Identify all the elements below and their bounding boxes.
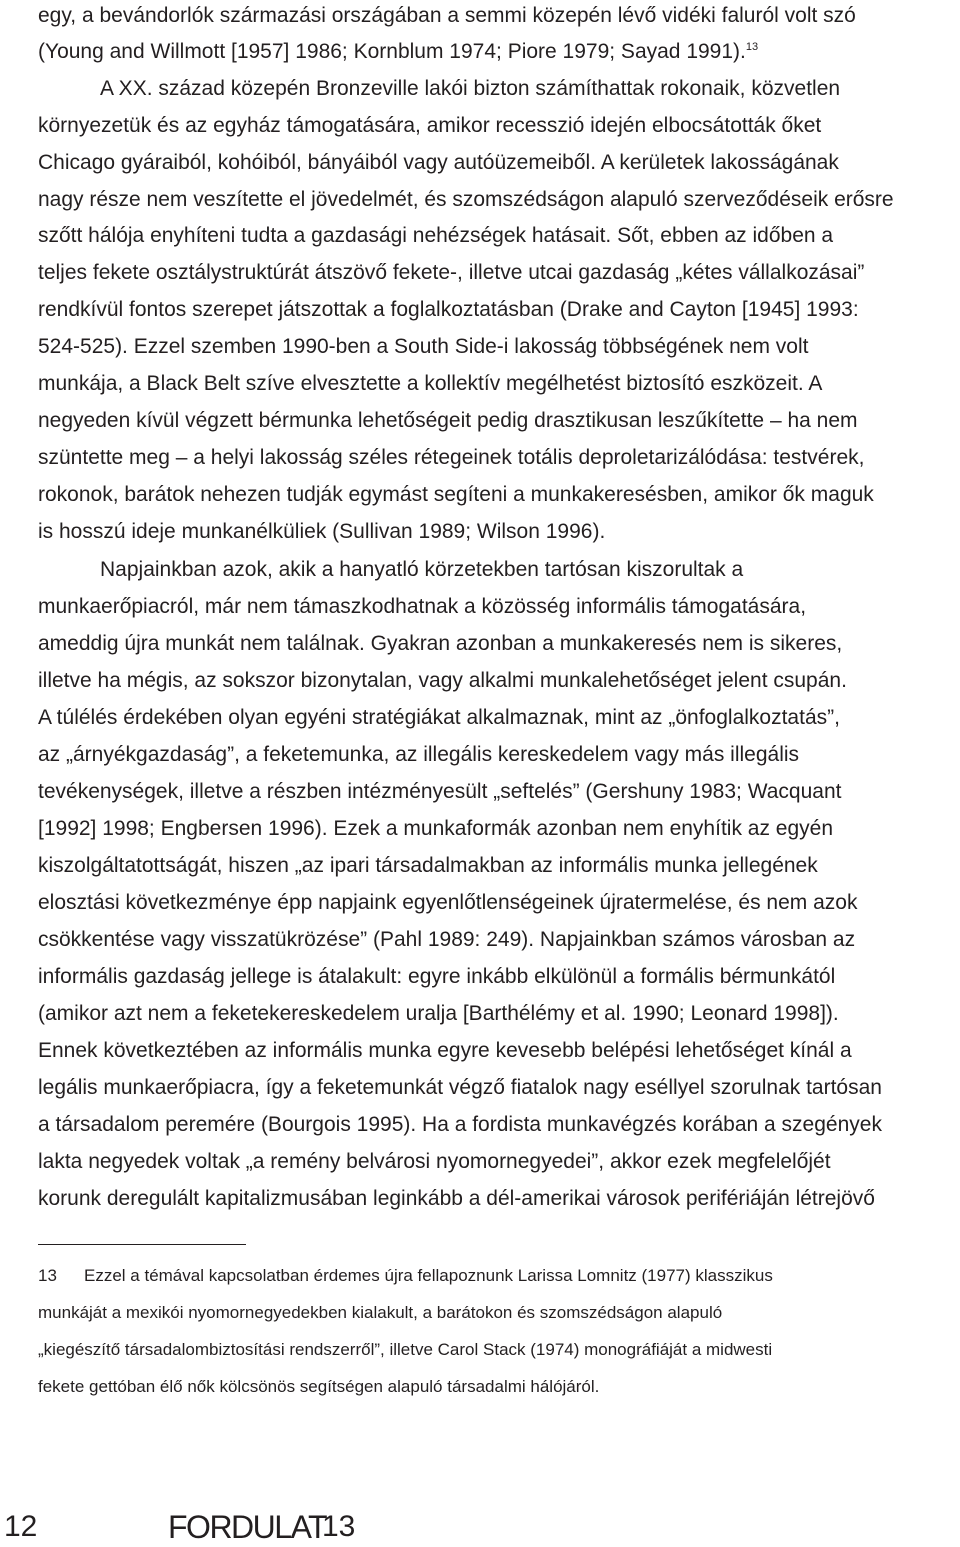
footnote-separator [38, 1244, 246, 1245]
text-line: illetve ha mégis, az sokszor bizonytalan, vagy alkalmi munkalehetőséget jelent csupán. [38, 669, 847, 692]
text-line: kiszolgáltatottságát, hiszen „az ipari társadalmakban az informális munka jellegének [38, 854, 818, 877]
text-line: (Young and Willmott [1957] 1986; Kornblum 1974; Piore 1979; Sayad 1991).$^{13}$ [38, 40, 759, 63]
text-line: munkaerőpiacról, már nem támaszkodhatnak a közösség informális támogatására, [38, 595, 807, 618]
text-line: Chicago gyáraiból, kohóiból, bányáiból vagy autóüzemeiből. A kerületek lakosságának [38, 151, 839, 174]
text-line: nagy része nem veszítette el jövedelmét, és szomszédságon alapuló szerveződéseik erősre [38, 188, 894, 211]
text-line: is hosszú ideje munkanélküliek (Sullivan 1989; Wilson 1996). [38, 520, 606, 543]
text-line: tevékenységek, illetve a részben intézményesült „seftelés” (Gershuny 1983; Wacquant [38, 780, 842, 803]
text-line: rokonok, barátok nehezen tudják egymást segíteni a munkakeresésben, amikor ők maguk [38, 483, 874, 506]
text-line: elosztási következménye épp napjaink egyenlőtlenségeinek újratermelése, és nem azok [38, 891, 858, 914]
text-line: [1992] 1998; Engbersen 1996). Ezek a munkaformák azonban nem enyhítik az egyén [38, 817, 834, 840]
text-line: Ennek következtében az informális munka egyre kevesebb belépési lehetőséget kínál a [38, 1039, 852, 1062]
text-line: csökkentése vagy visszatükrözése” (Pahl 1989: 249). Napjainkban számos városban az [38, 928, 856, 951]
text-line: ameddig újra munkát nem találnak. Gyakran azonban a munkakeresés nem is sikeres, [38, 632, 843, 655]
text-line: rendkívül fontos szerepet játszottak a foglalkoztatásban (Drake and Cayton [1945] 1993: [38, 298, 859, 321]
text-line: egy, a bevándorlók származási országában a semmi közepén lévő vidéki faluról volt szó [38, 4, 856, 27]
text-line: A túlélés érdekében olyan egyéni stratégiákat alkalmaznak, mint az „önfoglalkoztatás”, [38, 706, 840, 729]
text-line: negyeden kívül végzett bérmunka lehetőségeit pedig drasztikusan leszűkítette – ha nem [38, 409, 858, 432]
text-line: A XX. század közepén Bronzeville lakói bizton számíthattak rokonaik, közvetlen [100, 77, 841, 100]
footnote-line: „kiegészítő társadalombiztosítási rendszerről”, illetve Carol Stack (1974) monográfiáját a midwesti [38, 1340, 773, 1359]
text-line: legális munkaerőpiacra, így a feketemunkát végző fiatalok nagy eséllyel szorulnak tartósan [38, 1076, 882, 1099]
journal-name: FORDULAT [168, 1509, 327, 1545]
text-line: szőtt hálója enyhíteni tudta a gazdasági nehézségek hatásait. Sőt, ebben az időben a [38, 224, 834, 247]
footnote-line: munkáját a mexikói nyomornegyedekben kialakult, a barátokon és szomszédságon alapuló [38, 1303, 723, 1322]
text-line: szüntette meg – a helyi lakosság széles rétegeinek totális deproletarizálódása: testvérek, [38, 446, 865, 469]
footnote-line: fekete gettóban élő nők kölcsönös segítségen alapuló társadalmi hálójáról. [38, 1377, 600, 1396]
footnote-number: 13 [38, 1266, 57, 1285]
footnote-line: 13 Ezzel a témával kapcsolatban érdemes újra fellapoznunk Larissa Lomnitz (1977) klasszikus [38, 1264, 773, 1288]
text-line: teljes fekete osztálystruktúrát átszövő fekete-, illetve utcai gazdaság „kétes vállalkozásai” [38, 261, 865, 284]
page-number: 12 [4, 1510, 38, 1543]
text-line: környezetük és az egyház támogatására, amikor recesszió idején elbocsátották őket [38, 114, 822, 137]
footnote-reference: 13 [745, 41, 759, 53]
text-line: (amikor azt nem a feketekereskedelem uralja [Barthélémy et al. 1990; Leonard 1998]). [38, 1002, 839, 1025]
text-line: lakta negyedek voltak „a remény belvárosi nyomornegyedei”, akkor ezek megfelelőjét [38, 1150, 831, 1173]
text-line: a társadalom peremére (Bourgois 1995). Ha a fordista munkavégzés korában a szegények [38, 1113, 882, 1136]
text-line: Napjainkban azok, akik a hanyatló körzetekben tartósan kiszorultak a [100, 558, 744, 581]
text-line: informális gazdaság jellege is átalakult: egyre inkább elkülönül a formális bérmunkától [38, 965, 836, 988]
text-line: 524-525). Ezzel szemben 1990-ben a South Side-i lakosság többségének nem volt [38, 335, 809, 358]
issue-number: 13 [322, 1510, 356, 1543]
text-line: az „árnyékgazdaság”, a feketemunka, az illegális kereskedelem vagy más illegális [38, 743, 800, 766]
text-line: munkája, a Black Belt szíve elvesztette a kollektív megélhetést biztosító eszközeit. A [38, 372, 823, 395]
text-line: korunk deregulált kapitalizmusában leginkább a dél-amerikai városok perifériáján létrejövő [38, 1187, 875, 1210]
